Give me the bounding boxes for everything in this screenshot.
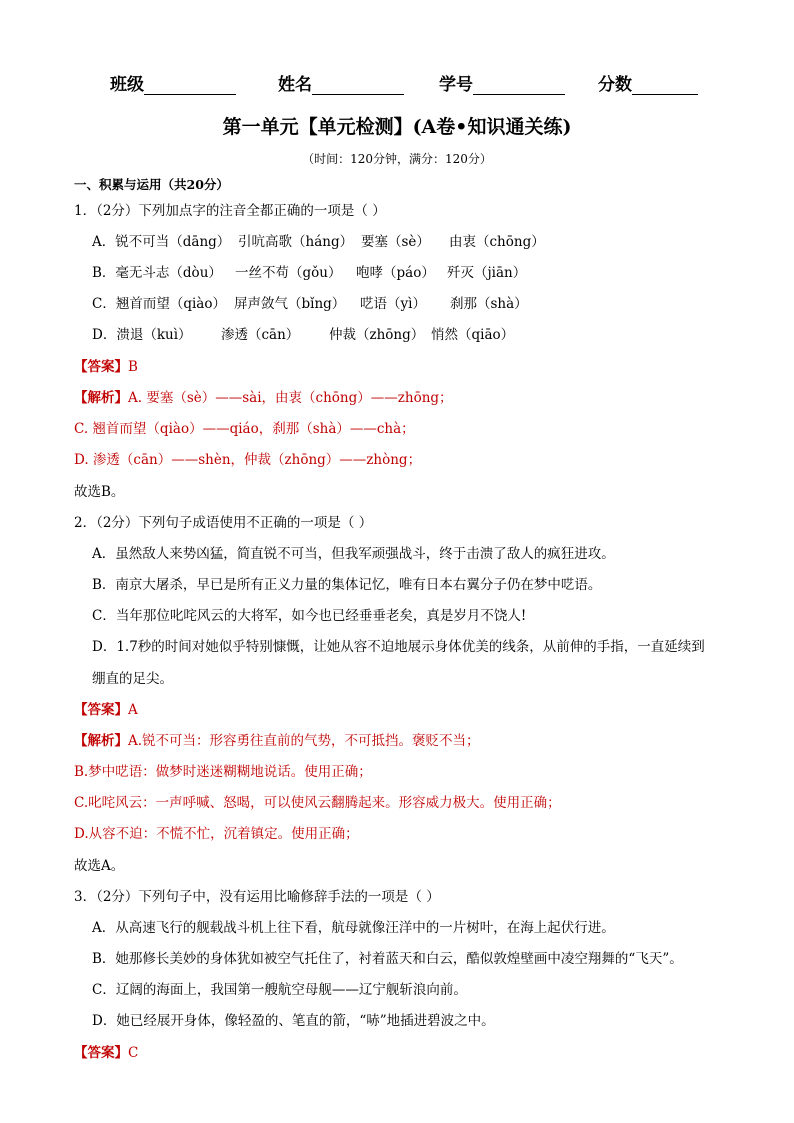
question-3-answer bbox=[74, 1044, 138, 1062]
score-field bbox=[598, 70, 698, 95]
question-2-conclusion: 故选A。 bbox=[74, 858, 125, 874]
answer-value: B bbox=[128, 359, 138, 375]
answer-tag: 【答案】 bbox=[74, 359, 128, 375]
answer-tag: 【答案】 bbox=[74, 702, 128, 718]
student-id-label: 学号 bbox=[439, 75, 473, 95]
option-item: A．锐不可当（dāng） bbox=[92, 234, 231, 250]
option-item: 刹那（shà） bbox=[450, 296, 528, 312]
score-label: 分数 bbox=[598, 75, 632, 95]
question-1-option-d bbox=[92, 326, 514, 344]
analysis-line: D.从容不迫：不慌不忙，沉着镇定。使用正确； bbox=[74, 826, 359, 842]
student-id-field bbox=[439, 70, 565, 95]
answer-value: A bbox=[128, 702, 138, 718]
student-id-blank[interactable] bbox=[473, 76, 565, 95]
option-item: 屏声敛气（bǐng） bbox=[234, 296, 346, 312]
time-and-score-note: （时间：120分钟，满分：120分） bbox=[302, 152, 492, 166]
question-1-stem: 1．（2分）下列加点字的注音全都正确的一项是（ ） bbox=[74, 203, 386, 219]
question-2-stem: 2．（2分）下列句子成语使用不正确的一项是（ ） bbox=[74, 515, 373, 531]
question-2-analysis bbox=[74, 732, 480, 750]
name-blank[interactable] bbox=[312, 76, 404, 95]
analysis-line: C. 翘首而望（qiào）——qiáo，刹那（shà）——chà； bbox=[74, 421, 415, 437]
question-3-stem: 3．（2分）下列句子中，没有运用比喻修辞手法的一项是（ ） bbox=[74, 889, 440, 905]
analysis-tag: 【解析】 bbox=[74, 733, 128, 749]
analysis-line: D. 渗透（cān）——shèn，仲裁（zhōng）——zhòng； bbox=[74, 452, 422, 468]
question-2-option-d: D．1.7秒的时间对她似乎特别慷慨，让她从容不迫地展示身体优美的线条，从前伸的手指，一直延续到 bbox=[92, 639, 705, 655]
option-item: 悄然（qiāo） bbox=[431, 327, 515, 343]
class-blank[interactable] bbox=[144, 76, 236, 95]
section-heading: 一、积累与运用（共20分） bbox=[74, 177, 229, 192]
option-item: 由衷（chōng） bbox=[449, 234, 545, 250]
analysis-line: C.叱咤风云：一声呼喊、怒喝，可以使风云翻腾起来。形容威力极大。使用正确； bbox=[74, 795, 561, 811]
option-item: 引吭高歌（háng） bbox=[238, 234, 354, 250]
question-1-conclusion: 故选B。 bbox=[74, 484, 125, 500]
question-1-answer bbox=[74, 358, 138, 376]
question-2-option-c: C．当年那位叱咤风云的大将军，如今也已经垂垂老矣，真是岁月不饶人! bbox=[92, 608, 527, 624]
class-label: 班级 bbox=[110, 75, 144, 95]
analysis-line: A. 要塞（sè）——sài，由衷（chōng）——zhōng； bbox=[128, 390, 453, 406]
option-item: 要塞（sè） bbox=[361, 234, 430, 250]
question-3-option-d: D．她已经展开身体，像轻盈的、笔直的箭，“哧”地插进碧波之中。 bbox=[92, 1013, 495, 1029]
analysis-line: B.梦中呓语：做梦时迷迷糊糊地说话。使用正确； bbox=[74, 764, 372, 780]
option-item: 渗透（cān） bbox=[221, 327, 300, 343]
question-2-answer bbox=[74, 701, 138, 719]
analysis-line: A.锐不可当：形容勇往直前的气势，不可抵挡。褒贬不当； bbox=[128, 733, 480, 749]
option-item: B．毫无斗志（dòu） bbox=[92, 265, 222, 281]
question-3-option-a: A．从高速飞行的舰载战斗机上往下看，航母就像汪洋中的一片树叶，在海上起伏行进。 bbox=[92, 920, 615, 936]
question-3-option-c: C．辽阔的海面上，我国第一艘航空母舰——辽宁舰斩浪向前。 bbox=[92, 982, 467, 998]
question-3-option-b: B．她那修长美妙的身体犹如被空气托住了，衬着蓝天和白云，酷似敦煌壁画中凌空翔舞的“飞天”。 bbox=[92, 951, 683, 967]
answer-tag: 【答案】 bbox=[74, 1045, 128, 1061]
option-item: 仲裁（zhōng） bbox=[329, 327, 425, 343]
question-2-option-b: B．南京大屠杀，早已是所有正义力量的集体记忆，唯有日本右翼分子仍在梦中呓语。 bbox=[92, 577, 602, 593]
question-1-analysis bbox=[74, 389, 453, 407]
option-item: C．翘首而望（qiào） bbox=[92, 296, 226, 312]
option-item: 一丝不苟（gǒu） bbox=[235, 265, 342, 281]
answer-value: C bbox=[128, 1045, 139, 1061]
question-2-option-d-continued: 绷直的足尖。 bbox=[92, 671, 173, 687]
option-item: 歼灭（jiān） bbox=[447, 265, 527, 281]
score-blank[interactable] bbox=[632, 76, 698, 95]
option-item: 咆哮（páo） bbox=[356, 265, 435, 281]
option-item: 呓语（yì） bbox=[360, 296, 426, 312]
page-title: 第一单元【单元检测】(A卷•知识通关练) bbox=[222, 116, 572, 138]
option-item: D．溃退（kuì） bbox=[92, 327, 192, 343]
class-field bbox=[110, 70, 236, 95]
question-2-option-a: A．虽然敌人来势凶猛，简直锐不可当，但我军顽强战斗，终于击溃了敌人的疯狂进攻。 bbox=[92, 546, 615, 562]
question-1-option-a bbox=[92, 233, 545, 251]
name-label: 姓名 bbox=[278, 75, 312, 95]
analysis-tag: 【解析】 bbox=[74, 390, 128, 406]
question-1-option-c bbox=[92, 295, 528, 313]
question-1-option-b bbox=[92, 264, 526, 282]
name-field bbox=[278, 70, 404, 95]
student-info-header bbox=[0, 70, 794, 96]
